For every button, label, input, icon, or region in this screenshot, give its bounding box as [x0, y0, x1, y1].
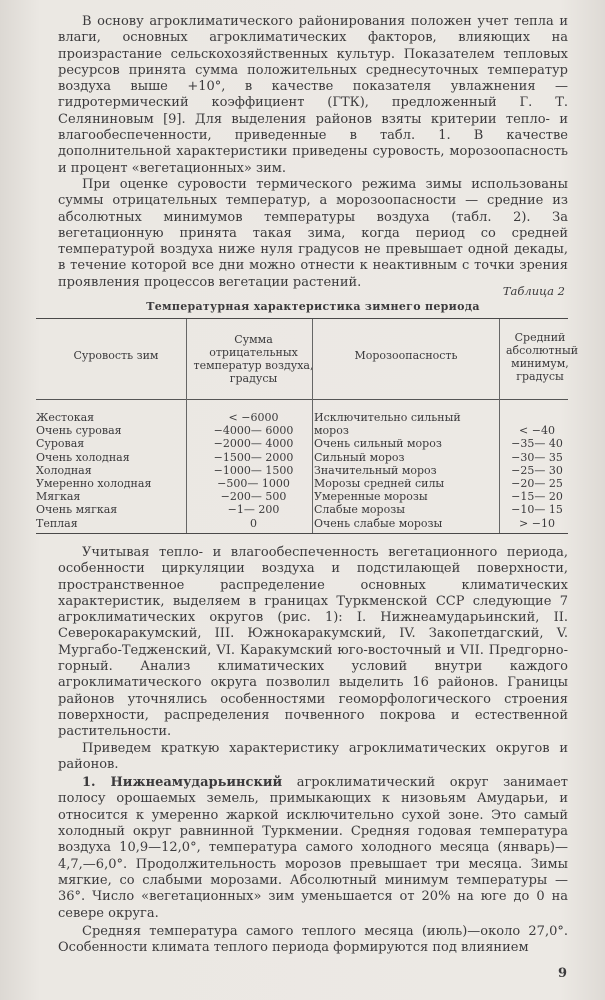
cell-severity: Очень мягкая [36, 503, 118, 517]
cell-min: −25— 30 [511, 463, 563, 477]
cell-frost: Значительный мороз [314, 463, 437, 477]
cell-severity: Жестокая [36, 411, 95, 424]
cell-frost: Морозы средней силы [314, 477, 445, 490]
column-divider [499, 319, 500, 533]
cell-sum: −1000— 1500 [213, 463, 294, 477]
cell-severity: Очень холодная [36, 450, 130, 464]
header-severity: Суровость зим [73, 349, 159, 362]
cell-sum: 0 [250, 516, 257, 530]
cell-frost: Очень сильный мороз [314, 437, 442, 451]
cell-sum: < −6000 [228, 411, 279, 424]
table-label: Таблица 2 [502, 284, 565, 298]
cell-min: −20— 25 [511, 477, 563, 490]
header-frost: Морозоопасность [354, 349, 458, 362]
cell-frost: Сильный мороз [314, 450, 405, 464]
cell-frost: мороз [314, 424, 349, 438]
header-sum: Сумма отрицательных температур воздуха, градусы [193, 333, 314, 385]
cell-min: < −40 [519, 424, 555, 438]
top-text-block [58, 14, 568, 291]
section-text: агроклиматический округ занимает полосу орошаемых земель, примыкающих к низовьям Амударьи, и относится к умеренно жаркой исключительно сухой зоне. Это самый холодный округ равнинной Туркмении. Средняя годовая температура воздуха 10,9—12,0°, температура самого холодного месяца (январь)—4,7,—6,0°. Продолжительность морозов превышает три месяца. Зимы мягкие, со слабыми морозами. Абсолютный минимум температуры — 36°. Число «вегетационных» зим уменьшается от 20% на юге до 0 на севере округа. [58, 775, 568, 921]
paragraph-1 [58, 14, 568, 177]
paragraph-last-text: Средняя температура самого теплого месяца (июль)—около 27,0°. Особенности климата теплого периода формируются под влиянием [58, 923, 568, 956]
cell-frost: Очень слабые морозы [314, 516, 443, 530]
cell-sum: −4000— 6000 [213, 424, 294, 438]
cell-severity: Мягкая [36, 490, 81, 504]
cell-min: −15— 20 [511, 490, 563, 504]
cell-min: −35— 40 [511, 437, 563, 451]
paragraph-4-text: Приведем краткую характеристику агроклиматических округов и районов. [58, 740, 568, 772]
cell-min: −30— 35 [511, 450, 563, 464]
cell-sum: −1500— 2000 [213, 450, 294, 464]
table-header [36, 319, 579, 400]
cell-sum: −200— 500 [220, 490, 287, 504]
header-min: Средний абсолютный минимум, градусы [506, 331, 579, 383]
paragraph-2-text: При оценке суровости термического режима зимы использованы суммы отрицательных температур, а морозоопасности — средние из абсолютных минимумов температуры воздуха (табл. 2). За вегетационную принята такая зима, когда период со средней температурой воздуха ниже нуля градусов не превышает одной декады, в течение которой все дни можно отнести к неактивным с точки зрения проявления процессов вегетации растений. [58, 176, 568, 290]
cell-severity: Теплая [36, 516, 78, 530]
table-title: Температурная характеристика зимнего периода [146, 300, 480, 313]
paragraph-3 [58, 545, 568, 741]
column-divider [186, 319, 187, 533]
cell-sum: −2000— 4000 [213, 437, 294, 451]
paragraph-4 [58, 741, 568, 774]
section-heading: 1. Нижнеамударьинский [82, 775, 283, 791]
paragraph-1-text: В основу агроклиматического районирования положен учет тепла и влаги, основных агроклиматических факторов, влияющих на произрастание сельскохозяйственных культур. Показателем тепловых ресурсов принята сумма положительных среднесуточных температур воздуха выше +10°, в качестве показателя увлажнения — гидротермический коэффициент (ГТК), предложенный Г. Т. Селяниновым [9]. Для выделения районов взяты критерии тепло- и влагообеспеченности, приведенные в табл. 1. В качестве дополнительной характеристики приведены суровость, морозоопасность и процент «вегетационных» зим. [58, 14, 568, 176]
page-number: 9 [557, 966, 567, 981]
cell-sum: −1— 200 [227, 503, 280, 517]
cell-severity: Очень суровая [36, 424, 122, 438]
cell-min: −10— 15 [511, 503, 563, 517]
paragraph-2 [58, 177, 568, 291]
cell-severity: Суровая [36, 437, 85, 451]
cell-severity: Холодная [36, 463, 92, 477]
cell-frost: Умеренные морозы [314, 490, 428, 504]
temperature-table [36, 318, 579, 534]
paragraph-last [58, 924, 568, 957]
cell-frost: Слабые морозы [314, 503, 405, 517]
cell-frost: Исключительно сильный [314, 411, 461, 424]
bottom-text-block [58, 545, 568, 956]
cell-severity: Умеренно холодная [36, 477, 152, 490]
paragraph-3-text: Учитывая тепло- и влагообеспеченность вегетационного периода, особенности циркуляции воздуха и подстилающей поверхности, пространственное распределение основных климатических характеристик, выделяем в границах Туркменской ССР следующие 7 агроклиматических округов (рис. 1): I. Нижнеамударьинский, II. Северокаракумский, III. Южнокаракумский, IV. Закопетдагский, V. Мургабо-Тедженский, VI. Каракумский юго-восточный и VII. Предгорно-горный. Анализ климатических условий внутри каждого агроклиматического округа позволил выделить 16 районов. Границы районов уточнялись особенностями геоморфологического строения поверхности, распределения почвенного покрова и естественной растительности. [58, 545, 568, 740]
cell-sum: −500— 1000 [217, 477, 290, 490]
cell-min: > −10 [519, 516, 555, 530]
section-paragraph [58, 775, 568, 922]
